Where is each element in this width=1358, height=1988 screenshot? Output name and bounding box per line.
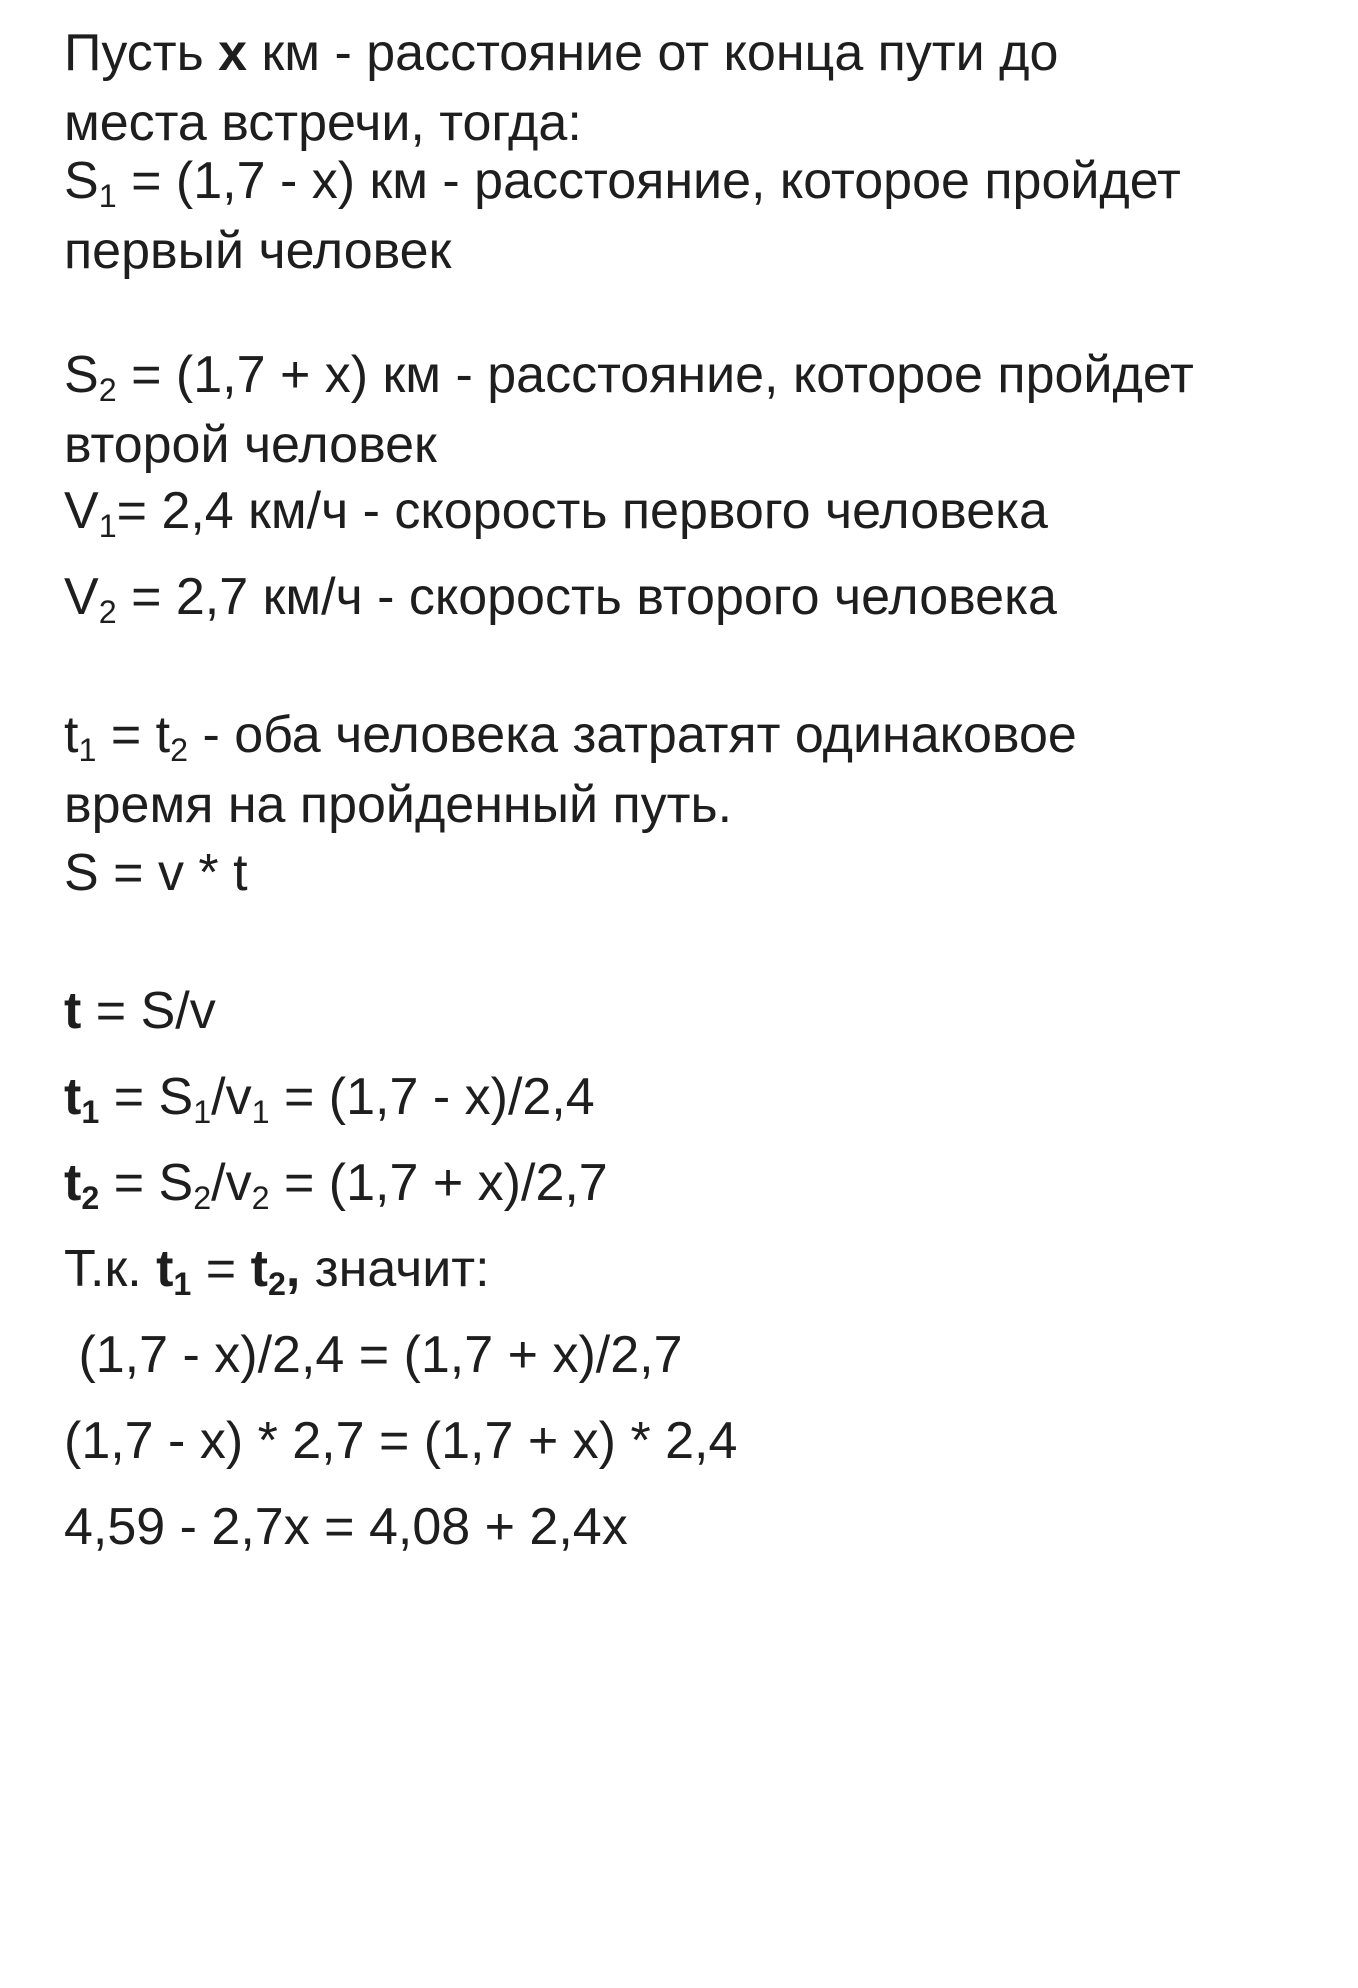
line-t-equal: $t_1 = t_2$ - оба человека затратят одинаковое [64, 706, 1077, 769]
line-eq3: 4,59 - 2,7x = 4,08 + 2,4x [64, 1498, 628, 1556]
paragraph-intro [64, 18, 1058, 158]
paragraph-eq3 [64, 1492, 628, 1562]
paragraph-t1 [64, 1062, 595, 1132]
line-t2: $t_2 = S_2/v_2 = (1,7 + x)/2,7$ [64, 1154, 608, 1217]
variable-x: x [218, 24, 248, 82]
paragraph-eq1 [64, 1320, 683, 1390]
paragraph-s1 [64, 146, 1181, 286]
line-intro-1: Пусть x км - расстояние от конца пути до [64, 24, 1059, 82]
paragraph-t-equal [64, 700, 1077, 840]
line-intro-2: места встречи, тогда: [64, 94, 582, 152]
paragraph-since [64, 1234, 490, 1304]
paragraph-t2 [64, 1148, 608, 1218]
line-s2: $S_2 = (1,7 + x)$ км - расстояние, которое пройдет [64, 346, 1194, 409]
line-svt: S = v * t [64, 844, 248, 902]
paragraph-svt [64, 838, 248, 908]
paragraph-v1 [64, 476, 1048, 546]
paragraph-eq2 [64, 1406, 737, 1476]
line-s1: $S_1 = (1,7 - x)$ км - расстояние, которое пройдет [64, 152, 1181, 215]
line-t-formula: t = S/v [64, 982, 216, 1040]
paragraph-t-formula [64, 976, 216, 1046]
line-s1-cont: первый человек [64, 222, 452, 280]
line-v1: $V_1= 2,4$ км/ч - скорость первого человека [64, 482, 1048, 545]
line-eq1: (1,7 - x)/2,4 = (1,7 + x)/2,7 [64, 1326, 683, 1384]
line-t1: $t_1 = S_1/v_1 = (1,7 - x)/2,4$ [64, 1068, 595, 1131]
paragraph-v2 [64, 562, 1057, 632]
line-eq2: (1,7 - x) * 2,7 = (1,7 + x) * 2,4 [64, 1412, 738, 1470]
paragraph-s2 [64, 340, 1194, 480]
line-t-equal-cont: время на пройденный путь. [64, 776, 733, 834]
line-since: Т.к. $t_1 = t_2$, значит: [64, 1240, 490, 1303]
line-s2-cont: второй человек [64, 416, 437, 474]
line-v2: $V_2 = 2,7$ км/ч - скорость второго человека [64, 568, 1057, 631]
